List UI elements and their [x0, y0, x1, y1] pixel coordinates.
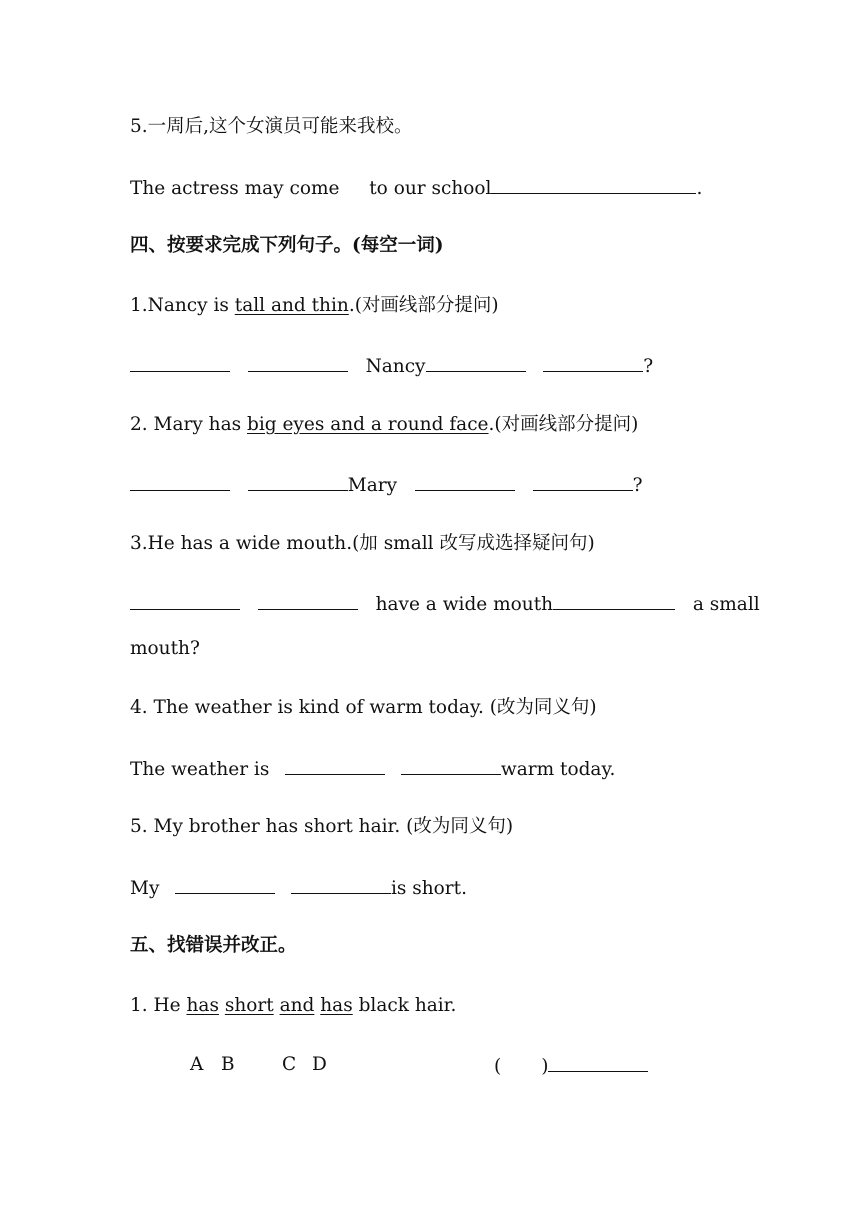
s4-q1-prompt — [130, 294, 499, 318]
s5-q1-word-c: and — [279, 995, 315, 1016]
s4-q1-underlined: tall and thin — [234, 295, 349, 316]
answer-blank[interactable] — [426, 353, 526, 372]
s4-q2-prefix: 2. Mary has — [130, 414, 247, 435]
section5-heading: 五、找错误并改正。 — [130, 935, 297, 956]
answer-blank[interactable] — [291, 875, 391, 894]
answer-blank[interactable] — [175, 875, 275, 894]
s4-q2-answer-word: Mary — [347, 475, 398, 496]
s5-q1-word-b: short — [224, 995, 274, 1016]
s4-q2-suffix: .(对画线部分提问) — [488, 414, 639, 435]
answer-blank[interactable] — [415, 472, 515, 491]
s5-q1-word-d: has — [320, 995, 353, 1016]
s5-q1-letter-a: A — [190, 1054, 204, 1075]
answer-blank[interactable] — [248, 472, 348, 491]
s4-q3-answer-line — [130, 591, 760, 617]
s4-q1-prefix: 1.Nancy is — [130, 295, 235, 316]
q5-english-part-a: The actress may come — [130, 178, 340, 199]
s4-q3-part2: a small — [692, 594, 760, 615]
q5-english-sentence — [130, 175, 702, 201]
s4-q1-end: ? — [643, 356, 654, 377]
answer-blank[interactable] — [543, 353, 643, 372]
s4-q4-end: warm today. — [500, 759, 616, 780]
s4-q3-part1: have a wide mouth — [375, 594, 554, 615]
s5-q1-word-a: has — [186, 995, 219, 1016]
q5-chinese-prompt: 5.一周后,这个女演员可能来我校。 — [130, 116, 413, 137]
answer-blank[interactable] — [548, 1053, 648, 1072]
s5-q1-prefix: 1. He — [130, 995, 187, 1016]
s5-q1-letter-b: B — [221, 1054, 235, 1075]
answer-blank[interactable] — [258, 591, 358, 610]
answer-blank[interactable] — [130, 591, 240, 610]
s5-q1-answer-area — [494, 1053, 648, 1079]
s4-q5-prompt: 5. My brother has short hair. (改为同义句) — [130, 816, 514, 837]
s4-q1-suffix: .(对画线部分提问) — [348, 295, 499, 316]
s5-q1-sentence — [130, 994, 456, 1018]
s4-q2-answer-line — [130, 472, 643, 498]
s5-q1-letter-c: C — [282, 1054, 297, 1075]
answer-blank[interactable] — [401, 756, 501, 775]
answer-blank[interactable] — [285, 756, 385, 775]
s4-q4-prompt: 4. The weather is kind of warm today. (改为同义句) — [130, 697, 597, 718]
answer-blank[interactable] — [533, 472, 633, 491]
answer-blank[interactable] — [553, 591, 675, 610]
answer-blank[interactable] — [130, 472, 230, 491]
s5-q1-paren-open: ( — [494, 1056, 502, 1077]
s4-q5-end: is short. — [390, 878, 467, 899]
s4-q3-line2: mouth? — [130, 638, 200, 659]
s4-q2-end: ? — [632, 475, 643, 496]
s5-q1-paren-close: ) — [541, 1056, 549, 1077]
s4-q3-prompt: 3.He has a wide mouth.(加 small 改写成选择疑问句) — [130, 533, 595, 554]
answer-blank[interactable] — [491, 175, 696, 194]
s4-q4-start: The weather is — [130, 759, 270, 780]
s4-q2-underlined: big eyes and a round face — [247, 414, 489, 435]
answer-blank[interactable] — [130, 353, 230, 372]
s4-q2-prompt — [130, 413, 638, 437]
s4-q1-answer-line — [130, 353, 653, 379]
q5-english-end: . — [696, 178, 703, 199]
s5-q1-suffix: black hair. — [352, 995, 457, 1016]
s4-q1-answer-word: Nancy — [365, 356, 426, 377]
s4-q4-answer-line — [130, 756, 615, 782]
s5-q1-letter-d: D — [312, 1054, 327, 1075]
q5-english-part-b: to our school — [369, 178, 492, 199]
answer-blank[interactable] — [248, 353, 348, 372]
s4-q5-start: My — [130, 878, 160, 899]
s4-q5-answer-line — [130, 875, 467, 901]
section4-heading: 四、按要求完成下列句子。(每空一词) — [130, 235, 444, 256]
